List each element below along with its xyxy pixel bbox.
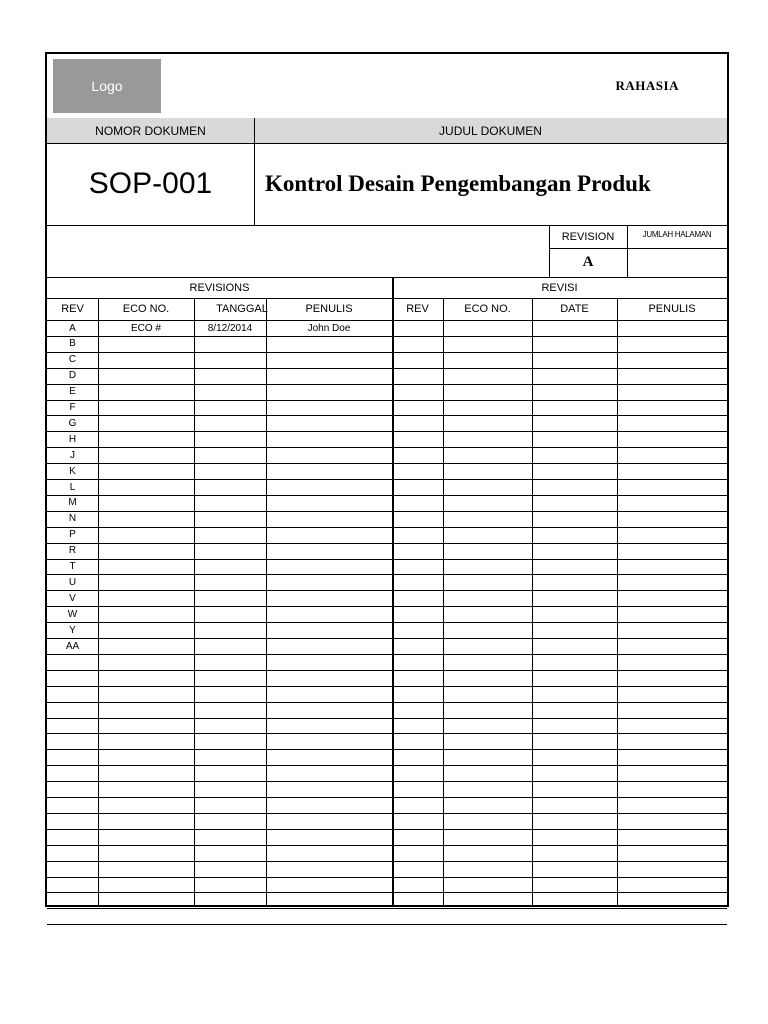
row-divider	[47, 877, 727, 878]
divider	[194, 298, 195, 905]
row-divider	[47, 495, 727, 496]
page-count-value	[627, 248, 727, 276]
row-divider	[47, 861, 727, 862]
revisi-section-title: REVISI	[541, 281, 578, 294]
row-divider	[47, 718, 727, 719]
row-divider	[47, 908, 727, 909]
row-rev: H	[68, 433, 77, 445]
col-header-eco: ECO NO.	[122, 303, 170, 315]
row-divider	[47, 638, 727, 639]
row-rev: W	[67, 608, 78, 620]
row-divider	[47, 574, 727, 575]
row-rev: N	[68, 513, 77, 525]
divider	[443, 298, 444, 905]
revision-value: A	[582, 253, 594, 270]
row-divider	[47, 892, 727, 893]
row-divider	[47, 479, 727, 480]
row-divider	[47, 781, 727, 782]
col-header-rev-right: REV	[406, 303, 429, 315]
row-divider	[47, 702, 727, 703]
row-rev: A	[69, 322, 76, 334]
col-header-eco-right: ECO NO.	[464, 303, 511, 315]
row-rev: B	[69, 338, 76, 350]
row-divider	[47, 431, 727, 432]
col-header-rev: REV	[61, 303, 84, 315]
row-divider	[47, 352, 727, 353]
row-divider	[47, 415, 727, 416]
row-divider	[47, 749, 727, 750]
row-divider	[47, 845, 727, 846]
row-rev: F	[69, 402, 76, 413]
row-rev: R	[68, 545, 77, 557]
row-divider	[47, 336, 727, 337]
row-rev: Y	[69, 624, 76, 636]
row-divider	[47, 400, 727, 401]
row-eco-number: ECO #	[130, 322, 161, 334]
col-header-date-right: DATE	[560, 303, 589, 315]
row-divider	[47, 733, 727, 734]
row-divider	[47, 622, 727, 623]
row-rev: D	[68, 370, 77, 382]
doc-title-header: JUDUL DOKUMEN	[254, 118, 727, 143]
divider	[254, 118, 255, 225]
logo-placeholder	[53, 59, 161, 113]
row-divider	[47, 463, 727, 464]
row-rev: U	[68, 576, 77, 588]
row-rev: P	[69, 529, 76, 541]
row-divider	[47, 590, 727, 591]
logo-text: Logo	[91, 78, 123, 94]
row-divider	[47, 559, 727, 560]
row-divider	[47, 654, 727, 655]
row-rev: T	[69, 561, 76, 572]
doc-title: Kontrol Desain Pengembangan Produk	[265, 171, 651, 196]
row-divider	[47, 447, 727, 448]
classification-label: RAHASIA	[615, 78, 679, 93]
row-rev: K	[69, 465, 76, 477]
row-divider	[47, 543, 727, 544]
row-rev: E	[69, 386, 76, 398]
col-header-author: PENULIS	[305, 303, 353, 315]
row-divider	[47, 686, 727, 687]
row-divider	[47, 527, 727, 528]
row-divider	[47, 813, 727, 814]
divider	[266, 298, 267, 905]
doc-number-header: NOMOR DOKUMEN	[47, 118, 254, 143]
row-divider	[47, 368, 727, 369]
divider	[532, 298, 533, 905]
revisions-section-title: REVISIONS	[189, 281, 250, 294]
row-divider	[47, 384, 727, 385]
row-divider	[47, 797, 727, 798]
row-rev: M	[68, 497, 77, 509]
col-header-date: TANGGAL	[216, 303, 268, 315]
row-divider	[47, 829, 727, 830]
row-author: John Doe	[307, 322, 351, 334]
page-count-label: JUMLAH HALAMAN	[642, 230, 712, 239]
revision-label: REVISION	[561, 230, 615, 243]
row-divider	[47, 511, 727, 512]
row-divider	[47, 670, 727, 671]
row-rev: J	[70, 449, 75, 461]
doc-number: SOP-001	[88, 167, 213, 200]
document-form	[45, 52, 729, 907]
row-rev: C	[68, 354, 77, 366]
row-divider	[47, 606, 727, 607]
row-rev: G	[68, 417, 77, 429]
row-divider	[47, 924, 727, 925]
divider	[617, 298, 618, 905]
row-rev: AA	[65, 640, 80, 652]
divider	[98, 298, 99, 905]
row-rev: V	[69, 592, 76, 604]
row-rev: L	[69, 481, 76, 493]
row-date: 8/12/2014	[207, 322, 253, 334]
col-header-author-right: PENULIS	[648, 303, 696, 315]
row-divider	[47, 765, 727, 766]
